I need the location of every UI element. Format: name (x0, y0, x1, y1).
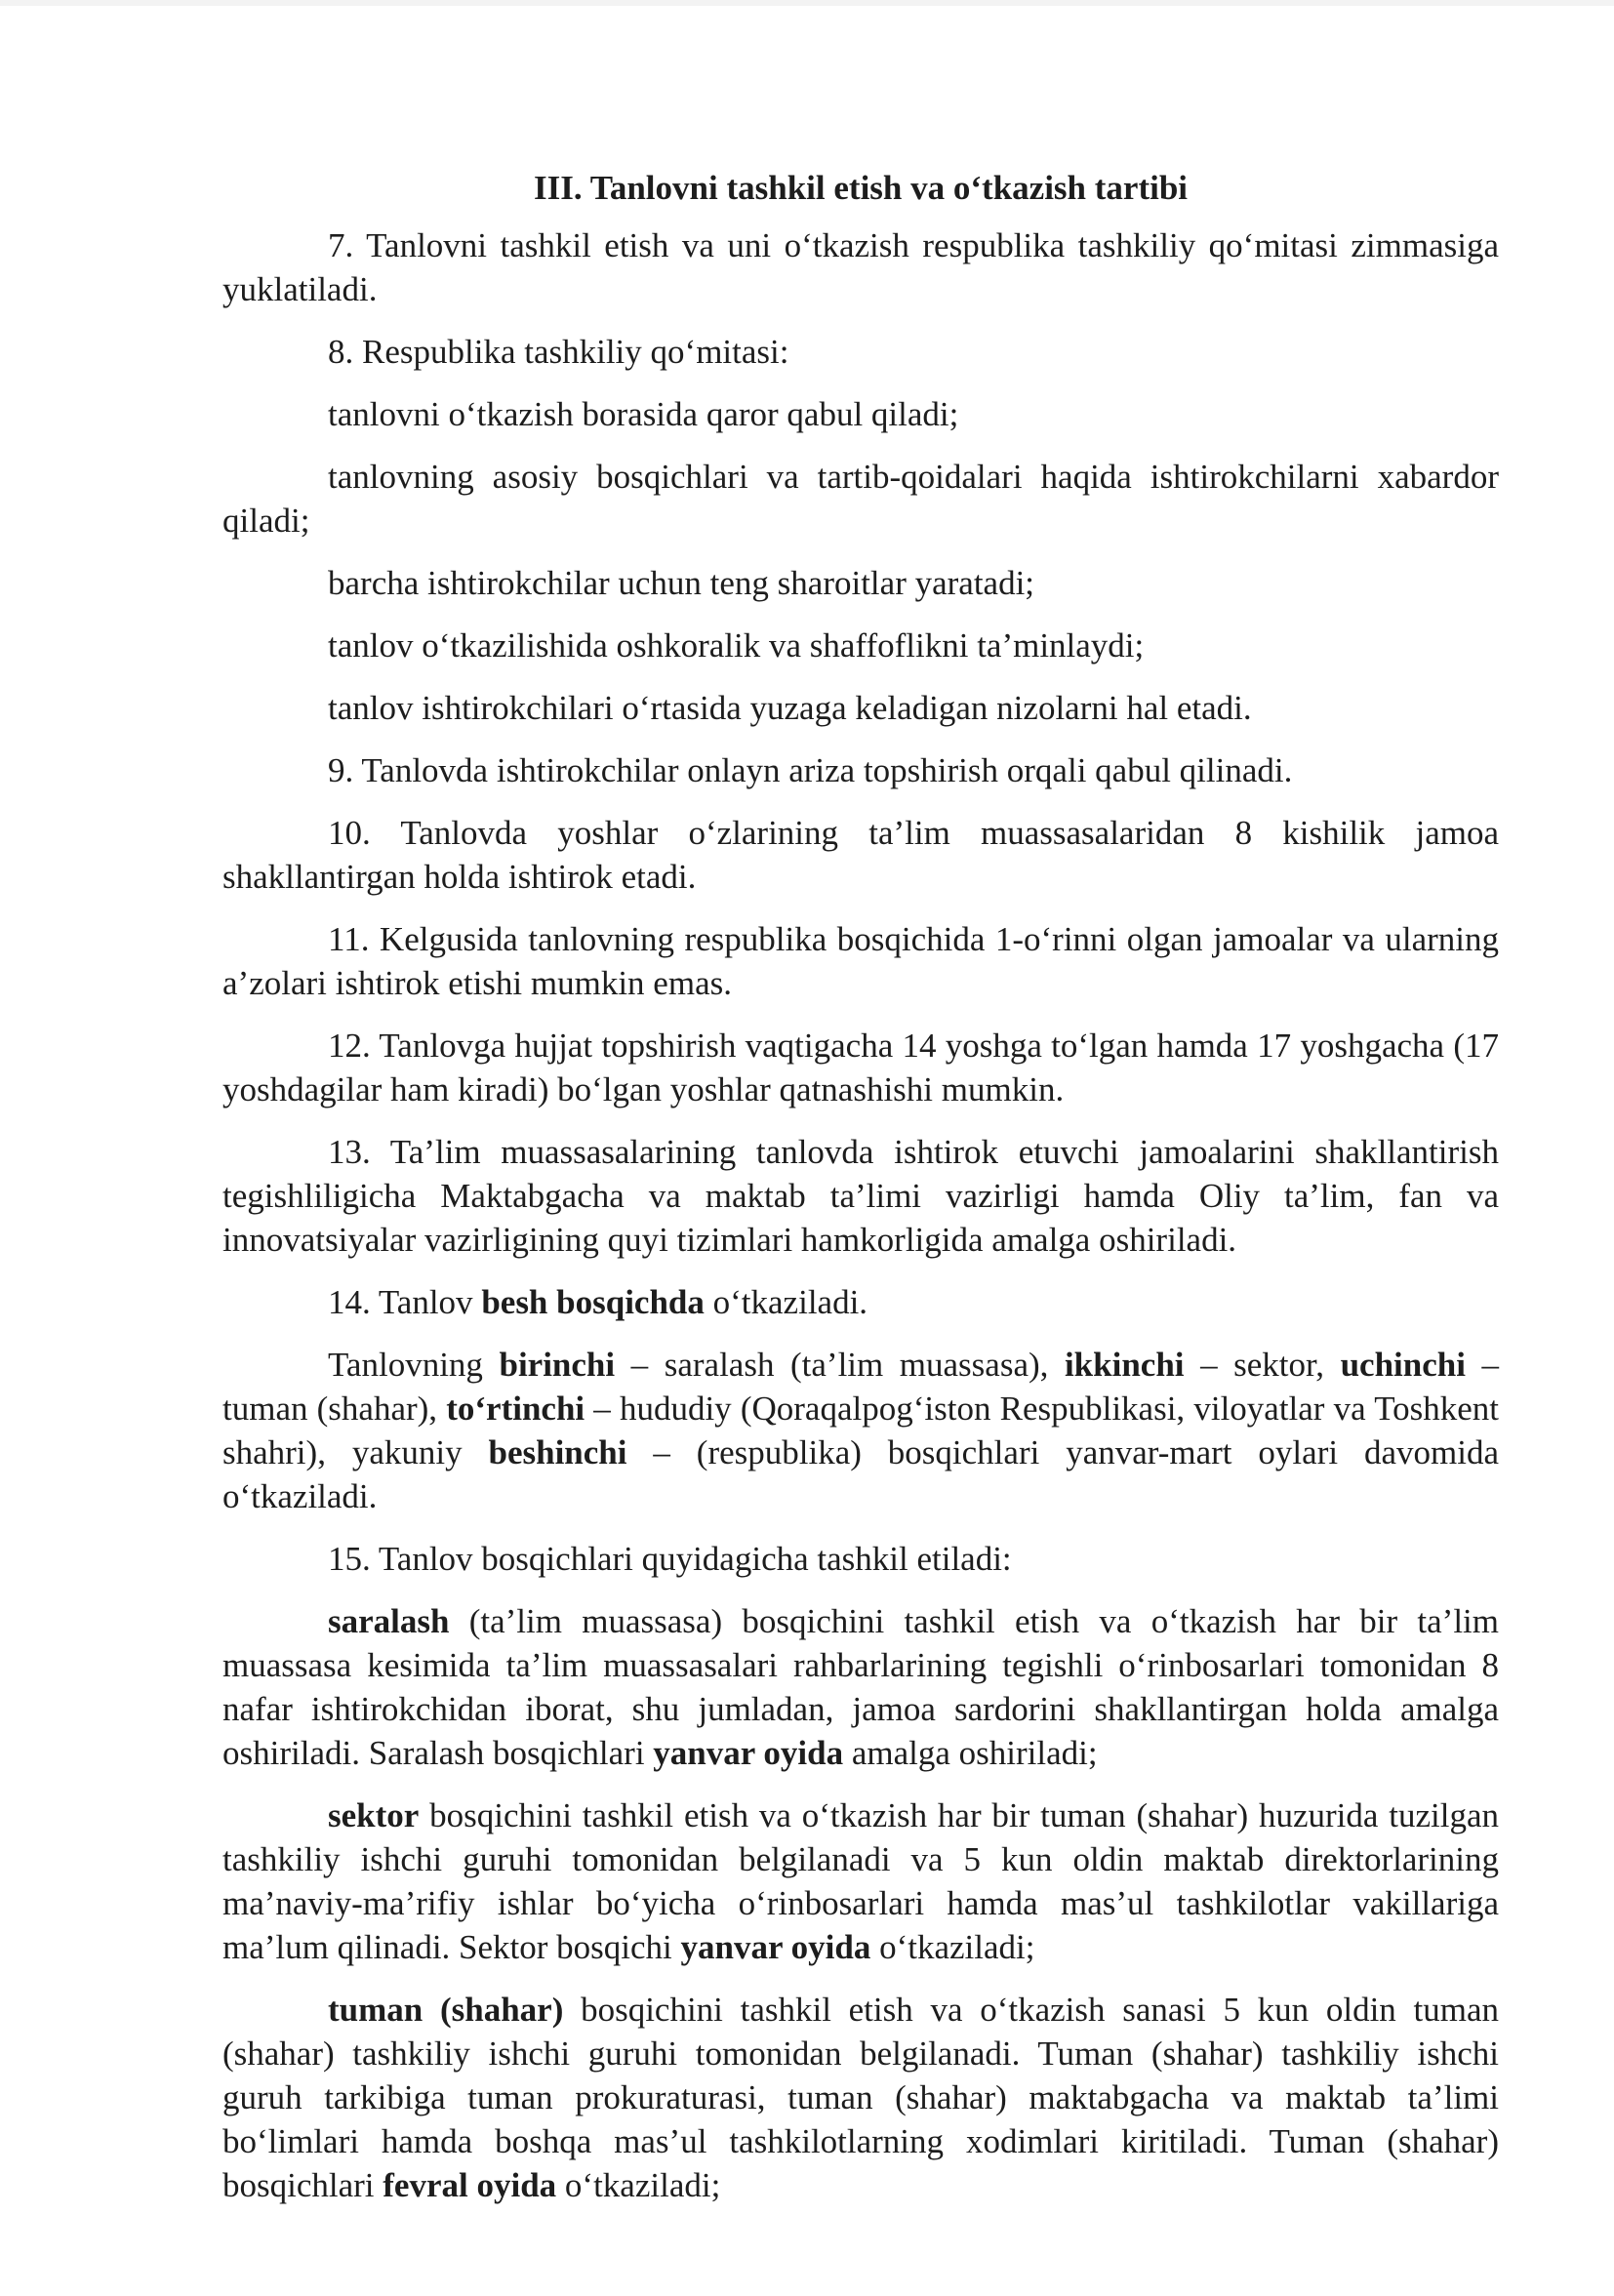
paragraph-8-item-3: barcha ishtirokchilar uchun teng sharoitlar yaratadi; (328, 564, 1035, 602)
paragraph-15-saralash (222, 1599, 1499, 1775)
text-run: bosqichini tashkil etish va o‘tkazish har bir tuman (shahar) huzurida tuzilgan tashkiliy ishchi guruhi tomonidan belgilanadi va 5 kun oldin maktab direktorlarining ma’naviy-ma’rifiy ishlar bo‘yicha o‘rinbosarlari hamda mas’ul tashkilotlar vakillariga ma’lum qilinadi. Sektor bosqichi (222, 1796, 1499, 1966)
scan-edge (0, 0, 1614, 6)
text-run: o‘tkaziladi; (556, 2166, 721, 2204)
paragraph-8-item-5: tanlov ishtirokchilari o‘rtasida yuzaga keladigan nizolarni hal etadi. (328, 689, 1252, 727)
paragraph-12: 12. Tanlovga hujjat topshirish vaqtigacha 14 yoshga to‘lgan hamda 17 yoshgacha (17 yoshdagilar ham kiradi) bo‘lgan yoshlar qatnashishi mumkin. (222, 1027, 1499, 1108)
text-run: bosqichini tashkil etish va o‘tkazish sanasi 5 kun oldin tuman (shahar) tashkiliy ishchi guruhi tomonidan belgilanadi. Tuman (shahar) tashkiliy ishchi guruh tarkibiga tuman prokuraturasi, tuman (shahar) maktabgacha va maktab ta’limi bo‘limlari hamda boshqa mas’ul tashkilotlarning xodimlari kiritiladi. Tuman (shahar) bosqichlari (222, 1991, 1500, 2204)
paragraph-10: 10. Tanlovda yoshlar o‘zlarining ta’lim muassasalaridan 8 kishilik jamoa shakllantirgan holda ishtirok etadi. (222, 814, 1499, 896)
bold-run: sektor (328, 1796, 420, 1834)
paragraph-15: 15. Tanlov bosqichlari quyidagicha tashkil etiladi: (328, 1540, 1012, 1578)
bold-run: yanvar oyida (680, 1928, 871, 1966)
paragraph-11: 11. Kelgusida tanlovning respublika bosqichida 1-o‘rinni olgan jamoalar va ularning a’zolari ishtirok etishi mumkin emas. (222, 920, 1499, 1002)
document-page (222, 156, 1499, 2226)
paragraph-8-item-1: tanlovni o‘tkazish borasida qaror qabul qiladi; (328, 395, 959, 433)
bold-run: beshinchi (488, 1433, 627, 1471)
text-run: – sektor, (1184, 1346, 1341, 1384)
bold-run: ikkinchi (1064, 1346, 1185, 1384)
bold-run: uchinchi (1340, 1346, 1466, 1384)
text-run: amalga oshiriladi; (843, 1734, 1098, 1772)
text-run: – saralash (ta’lim muassasa), (615, 1346, 1065, 1384)
text-run: Tanlovning (328, 1346, 500, 1384)
bold-run: tuman (shahar) (328, 1991, 564, 2029)
paragraph-13: 13. Ta’lim muassasalarining tanlovda ishtirok etuvchi jamoalarini shakllantirish tegishliligicha Maktabgacha va maktab ta’limi vazirligi hamda Oliy ta’lim, fan va innovatsiyalar vazirligining quyi tizimlari hamkorligida amalga oshiriladi. (222, 1133, 1499, 1259)
paragraph-8: 8. Respublika tashkiliy qo‘mitasi: (328, 333, 789, 371)
paragraph-7: 7. Tanlovni tashkil etish va uni o‘tkazish respublika tashkiliy qo‘mitasi zimmasiga yuklatiladi. (222, 226, 1499, 308)
text-run: – hududiy (Qoraqalpog‘iston Respublikasi, viloyatlar va Toshkent shahri), yakuniy (222, 1390, 1500, 1471)
text-run: o‘tkaziladi. (704, 1283, 868, 1321)
bold-run: birinchi (499, 1346, 616, 1384)
text-run: – tuman (shahar), (222, 1346, 1500, 1428)
paragraph-9: 9. Tanlovda ishtirokchilar onlayn ariza topshirish orqali qabul qilinadi. (328, 751, 1293, 789)
bold-run: to‘rtinchi (446, 1390, 585, 1428)
paragraph-14-stages (222, 1343, 1499, 1518)
bold-run: saralash (328, 1602, 450, 1640)
paragraph-15-sektor (222, 1793, 1499, 1969)
text-run: (ta’lim muassasa) bosqichini tashkil etish va o‘tkazish har bir ta’lim muassasa kesimida ta’lim muassasalari rahbarlarining tegishli o‘rinbosarlari tomonidan 8 nafar ishtirokchidan iborat, shu jumladan, jamoa sardorini shakllantirgan holda amalga oshiriladi. Saralash bosqichlari (222, 1602, 1499, 1772)
text-run: 14. Tanlov (328, 1283, 482, 1321)
paragraph-8-item-4: tanlov o‘tkazilishida oshkoralik va shaffoflikni ta’minlaydi; (328, 626, 1145, 665)
text-run: o‘tkaziladi; (870, 1928, 1035, 1966)
bold-run: besh bosqichda (481, 1283, 705, 1321)
bold-run: yanvar oyida (653, 1734, 844, 1772)
bold-run: fevral oyida (383, 2166, 557, 2204)
paragraph-14 (222, 1280, 1499, 1324)
text-run: – (respublika) bosqichlari yanvar-mart oylari davomida o‘tkaziladi. (222, 1433, 1499, 1515)
paragraph-15-tuman (222, 1988, 1499, 2207)
paragraph-8-item-2: tanlovning asosiy bosqichlari va tartib-qoidalari haqida ishtirokchilarni xabardor qiladi; (222, 458, 1499, 540)
section-heading: III. Tanlovni tashkil etish va o‘tkazish tartibi (533, 169, 1189, 207)
